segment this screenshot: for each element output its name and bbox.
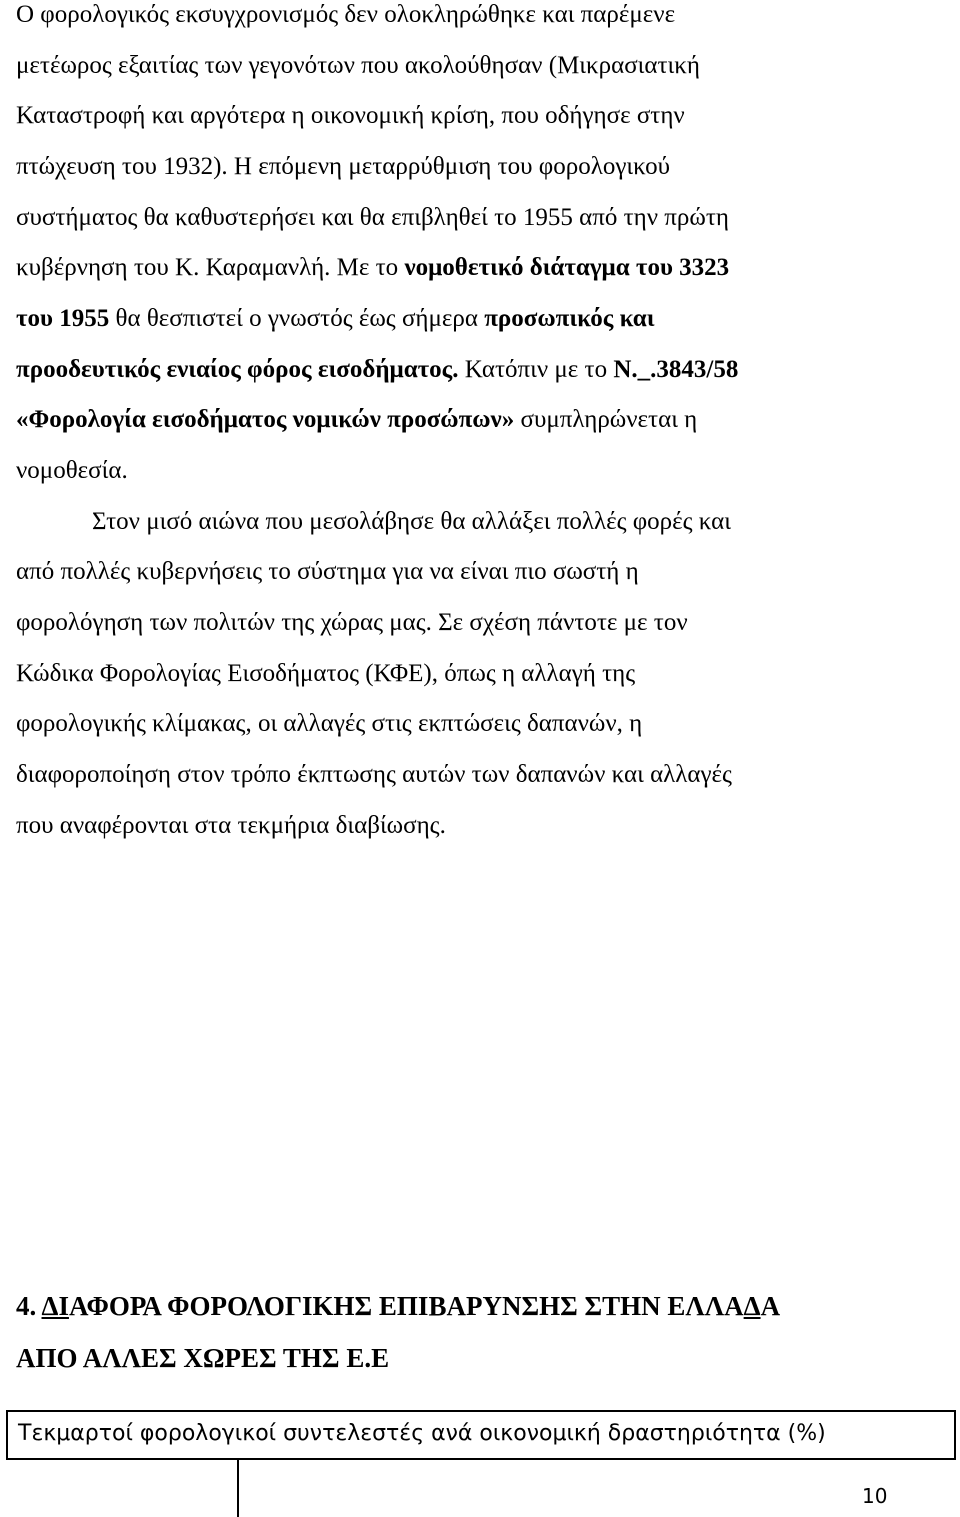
section-heading-line-2: ΑΠΟ ΑΛΛΕΣ ΧΩΡΕΣ ΤΗΣ Ε.Ε <box>16 1343 390 1373</box>
p1-line-6-text: κυβέρνηση του Κ. Καραμανλή. Με το <box>16 254 405 281</box>
p1-line-7 <box>16 304 654 334</box>
law-reference: Ν._.3843/58 <box>613 356 739 383</box>
p2-line-2: από πολλές κυβερνήσεις το σύστημα για να είναι πιο σωστή η <box>16 558 639 585</box>
tax-type-bold-1: προσωπικός και <box>484 305 655 332</box>
section-heading-underlined-end: Δ <box>743 1291 761 1321</box>
p2-line-4: Κώδικα Φορολογίας Εισοδήματος (ΚΦΕ), όπως η αλλαγή της <box>16 660 636 687</box>
decree-reference: νομοθετικό διάταγμα του 3323 <box>404 254 730 281</box>
p1-line-4: πτώχευση του 1932). Η επόμενη μεταρρύθμιση του φορολογικού <box>16 153 671 180</box>
section-heading-underlined-start: ΔΙ <box>41 1291 69 1321</box>
p1-line-7-text: θα θεσπιστεί ο γνωστός έως σήμερα <box>109 305 485 332</box>
p1-line-3: Καταστροφή και αργότερα η οικονομική κρίση, που οδήγησε στην <box>16 102 685 129</box>
p1-line-8-text: Κατόπιν με το <box>458 356 614 383</box>
law-title: «Φορολογία εισοδήματος νομικών προσώπων» <box>16 406 515 433</box>
p1-line-6 <box>16 253 729 283</box>
p1-line-2: μετέωρος εξαιτίας των γεγονότων που ακολούθησαν (Μικρασιατική <box>16 52 700 79</box>
p1-line-9-text: συμπληρώνεται η <box>514 406 698 433</box>
p1-line-8 <box>16 355 738 385</box>
p2-line-3: φορολόγηση των πολιτών της χώρας μας. Σε σχέση πάντοτε με τον <box>16 609 688 636</box>
section-heading-tail: Α <box>760 1291 781 1321</box>
p1-line-1: Ο φορολογικός εκσυγχρονισμός δεν ολοκληρώθηκε και παρέμενε <box>16 1 676 28</box>
tax-type-bold-2: προοδευτικός ενιαίος φόρος εισοδήματος. <box>16 356 459 383</box>
section-heading-text: ΑΦΟΡΑ ΦΟΡΟΛΟΓΙΚΗΣ ΕΠΙΒΑΡΥΝΣΗΣ ΣΤΗΝ ΕΛΛΑ <box>68 1291 744 1321</box>
p2-line-6: διαφοροποίηση στον τρόπο έκπτωσης αυτών των δαπανών και αλλαγές <box>16 761 732 788</box>
p2-line-1: Στον μισό αιώνα που μεσολάβησε θα αλλάξει πολλές φορές και <box>92 508 732 535</box>
p1-line-10: νομοθεσία. <box>16 457 128 484</box>
p1-line-5: συστήματος θα καθυστερήσει και θα επιβληθεί το 1955 από την πρώτη <box>16 204 729 231</box>
p2-line-7: που αναφέρονται στα τεκμήρια διαβίωσης. <box>16 812 446 839</box>
decree-year: του 1955 <box>16 305 110 332</box>
table-column-divider <box>237 1458 239 1517</box>
section-number: 4. <box>16 1291 42 1321</box>
section-heading-line-1 <box>16 1290 780 1322</box>
p1-line-9 <box>16 405 697 435</box>
p2-line-5: φορολογικής κλίμακας, οι αλλαγές στις εκπτώσεις δαπανών, η <box>16 710 643 737</box>
table-title: Τεκμαρτοί φορολογικοί συντελεστές ανά οικονομική δραστηριότητα (%) <box>18 1421 826 1446</box>
page-number: 10 <box>862 1484 888 1508</box>
